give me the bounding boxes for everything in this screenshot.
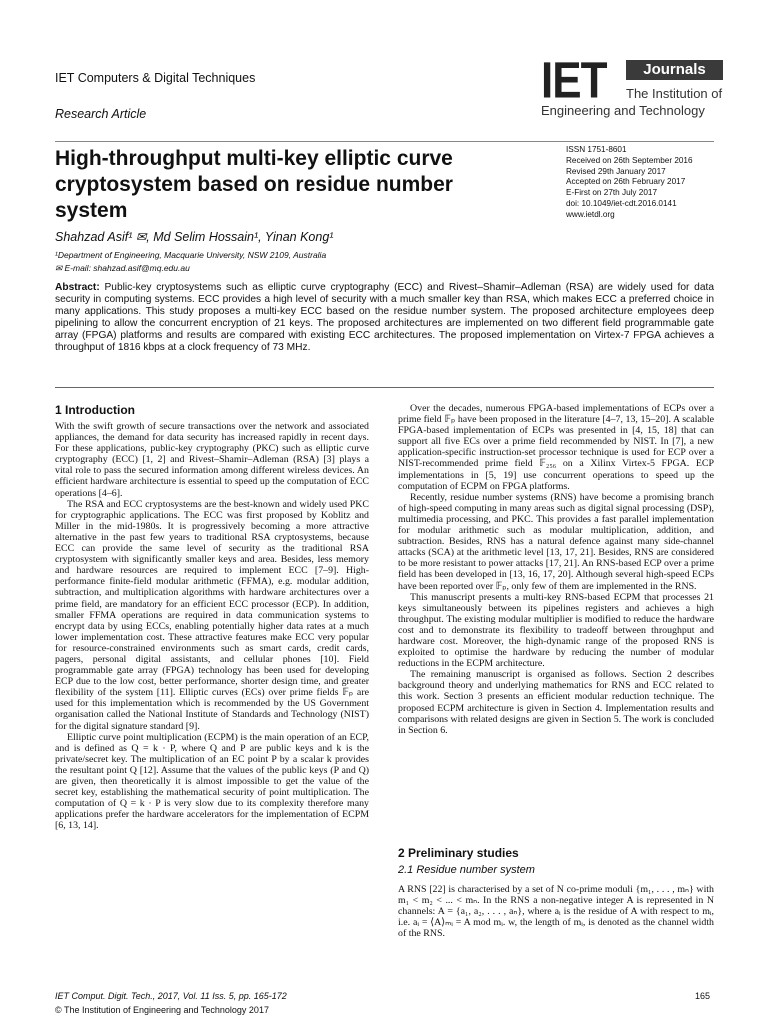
footer-copyright: © The Institution of Engineering and Technology 2017 bbox=[55, 1005, 269, 1015]
institution-line-1: The Institution of bbox=[626, 86, 723, 101]
abstract-divider bbox=[55, 387, 714, 388]
section-1-heading: 1 Introduction bbox=[55, 403, 135, 417]
meta-efirst: E-First on 27th July 2017 bbox=[566, 188, 658, 198]
affiliation-line: ¹Department of Engineering, Macquarie University, NSW 2109, Australia bbox=[55, 250, 327, 260]
paragraph: A RNS [22] is characterised by a set of N co-prime moduli {m₁, . . . , mₙ} with m₁ < m₂ < ... < mₙ. In the RNS a non-negative integer A is represented in N channels: A = {a₁, a₂, . . . , aₙ}, where aᵢ is the residue of A with respect to mᵢ, i.e. aᵢ = ⟨A⟩ₘᵢ = A mod mᵢ. w, the length of mᵢ, is denoted as the channel width of the RNS. bbox=[398, 884, 714, 940]
journals-badge: Journals bbox=[626, 60, 723, 80]
meta-received: Received on 26th September 2016 bbox=[566, 155, 693, 165]
paragraph: Recently, residue number systems (RNS) have become a promising branch of high-speed computing in many areas such as digital signal processing (DSP), multimedia processing, and PKC. This provides a fast parallel implementation for modular arithmetic such as modular multiplication, addition, and subtraction. Besides, RNS has a natural defence against many side-channel attacks (SCA) at the arithmetic level [13, 17, 21]. Besides, RNS are considered to be more resistant to power attacks [17, 21]. An RNS-based ECP over a prime field has been developed in [13, 16, 17, 20]. Although several high-speed ECPs have been reported over 𝔽ₚ, only few of them are implemented in the RNS. bbox=[398, 491, 714, 592]
article-title: High-throughput multi-key elliptic curve cryptosystem based on residue number system bbox=[55, 147, 453, 222]
affiliation bbox=[55, 249, 326, 275]
section-2-heading: 2 Preliminary studies bbox=[398, 846, 519, 860]
meta-issn: ISSN 1751-8601 bbox=[566, 145, 627, 154]
paragraph: With the swift growth of secure transactions over the network and associated appliances, the demand for data security has increased rapidly in recent days. For these applications, public-key cryptography (PKC) such as elliptic curve cryptography (ECC) [1, 2] and Rivest–Shamir–Adleman (RSA) [3] plays a vital role to pass the secured information among different wireless devices. An efficient hardware architecture is essential to speed up the computation of ECC operations [4–6]. bbox=[55, 421, 369, 499]
article-type: Research Article bbox=[55, 107, 147, 121]
journal-name: IET Computers & Digital Techniques bbox=[55, 71, 256, 85]
abstract-text: Public-key cryptosystems such as elliptic curve cryptography (ECC) and Rivest–Shamir–Adleman (RSA) are widely used for data security in computing systems. ECC provides a high level of security with a much smaller key than RSA, which makes ECC a preferred choice in many applications. This study proposes a multi-key ECC based on the residue number system. The proposed architecture employees deep pipelining to allow the concurrent encryption of 21 keys. The proposed architectures are implemented on two different field programmable gate array (FPGA) platforms and results are compared with existing ECC architectures. The proposed implementation on Virtex-7 FPGA achieves a throughput of 1816 kbps at a clock frequency of 73 MHz. bbox=[55, 282, 714, 353]
meta-website[interactable]: www.ietdl.org bbox=[566, 209, 615, 219]
institution-line-2: Engineering and Technology bbox=[541, 103, 705, 118]
abstract-label: Abstract: bbox=[55, 282, 100, 293]
page-number: 165 bbox=[695, 991, 711, 1001]
author-email[interactable]: ✉ E-mail: shahzad.asif@mq.edu.au bbox=[55, 263, 190, 273]
author-list: Shahzad Asif¹ ✉, Md Selim Hossain¹, Yinan Kong¹ bbox=[55, 230, 334, 244]
iet-logo: IET bbox=[541, 52, 607, 109]
paragraph: The RSA and ECC cryptosystems are the best-known and widely used PKC for cryptographic applications. The ECC was first proposed by Koblitz and Miller in the mid-1980s. It is progressively becoming a more attractive alternative in the past few years to traditional RSA cryptosystems, because ECC can provide the same level of security as the traditional RSA cryptosystem with significantly smaller keys and area. Besides, less memory and hardware resources are required to implement ECC [7–9]. High-performance finite-field modular arithmetic (FFMA), e.g. modular addition, subtraction, and multiplication algorithms with hardware architectures over a prime field, are mandatory for an efficient ECC processor (ECP). In addition, smaller FFMA operations are required in data communication systems to encrypt data by using ECCs, enabling potentially higher data rates at a much lower implementation cost. These attractive features make ECC very popular for resource-constrained environments such as smart cards, credit cards, pagers, personal digital assistants, and cellular phones [10]. Field programmable gate array (FPGA) technology has been used for developing ECP due to the low cost, better performance, shorter design time, and greater flexibility of the system [11]. Elliptic curves (ECs) over prime fields 𝔽ₚ are used for this implementation which is recommended by the US Government organisation called the National Institute of Standards and Technology (NIST) for the digital signature standard [9]. bbox=[55, 498, 369, 732]
header-divider bbox=[55, 141, 714, 142]
column-right bbox=[398, 403, 714, 736]
paragraph: This manuscript presents a multi-key RNS-based ECPM that processes 21 keys simultaneously between its pipelines registers and achieves a high throughput. The existing modular multiplier is modified to reduce the hardware cost and to demonstrate its flexibility to tradeoff between throughput and hardware cost. Moreover, the high-dynamic range of the proposed RNS is exploited to optimise the hardware by reducing the number of modular reductions in the ECPM architecture. bbox=[398, 591, 714, 670]
subsection-heading: 2.1 Residue number system bbox=[398, 864, 535, 876]
column-left bbox=[55, 421, 369, 831]
section-2-body bbox=[398, 884, 714, 939]
footer-citation: IET Comput. Digit. Tech., 2017, Vol. 11 Iss. 5, pp. 165-172 bbox=[55, 991, 287, 1001]
paragraph: Over the decades, numerous FPGA-based implementations of ECPs over a prime field 𝔽ₚ have been proposed in the literature [4–7, 13, 15–20]. A scalable FPGA-based implementation of ECPs was presented in [4, 15, 18] that can support all five ECs over a prime field recommended by NIST. In [7], a new application-specific instruction-set processor technique is used for ECP over a NIST-recommended prime field 𝔽₂₅₆ on a Xilinx Virtex-5 FPGA. ECP implementations in [5, 19] use concurrent operations to speed up the computation of ECPM on FPGA platforms. bbox=[398, 403, 714, 492]
paragraph: Elliptic curve point multiplication (ECPM) is the main operation of an ECP, and is defined as Q = k · P, where Q and P are public keys and k is the private/secret key. The multiplication of an EC point P by a scalar k provides the resultant point Q [12]. Assume that the values of the public keys (P and Q) are given, then theoretically it is almost impossible to get the value of the secret key, establishing the mathematical security of point multiplication. The computation of Q = k · P is very slow due to its complexity therefore many applications prefer the hardware accelerators for the implementation of ECPM [6, 13, 14]. bbox=[55, 731, 369, 832]
article-meta bbox=[566, 145, 746, 221]
paragraph: The remaining manuscript is organised as follows. Section 2 describes background theory and underlying mathematics for RNS and ECC related to this work. Section 3 presents an efficient modular reduction technique. The proposed ECPM architecture is given in Section 4. Implementation results and comparisons with related designs are given in Section 5. The work is concluded in Section 6. bbox=[398, 669, 714, 736]
abstract bbox=[55, 282, 714, 353]
meta-revised: Revised 29th January 2017 bbox=[566, 166, 666, 176]
meta-doi[interactable]: doi: 10.1049/iet-cdt.2016.0141 bbox=[566, 198, 677, 208]
meta-accepted: Accepted on 26th February 2017 bbox=[566, 177, 686, 187]
